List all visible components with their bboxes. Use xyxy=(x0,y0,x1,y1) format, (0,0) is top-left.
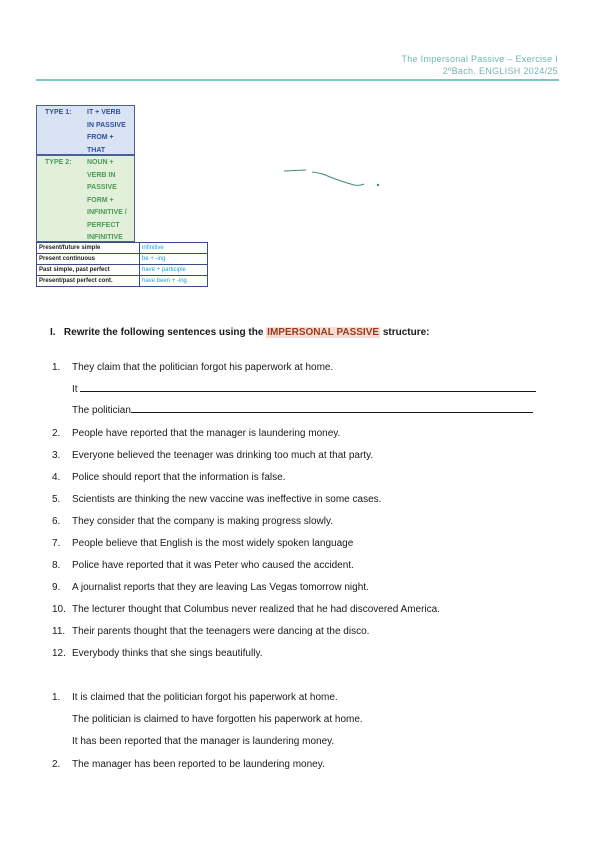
answer-blank-politician[interactable]: The politician xyxy=(72,405,533,416)
answer-item: It has been reported that the manager is laundering money. xyxy=(72,736,335,747)
list-item: 9. A journalist reports that they are leaving Las Vegas tomorrow night. xyxy=(52,582,369,593)
tense-cell: Present/past perfect cont. xyxy=(37,276,140,287)
type1-label: TYPE 1: xyxy=(45,109,72,116)
tense-cell: Present continuous xyxy=(37,254,140,265)
list-item: 7. People believe that English is the most widely spoken language xyxy=(52,538,354,549)
type1-box xyxy=(36,105,135,155)
tense-cell: Past simple, past perfect xyxy=(37,265,140,276)
type2-label: TYPE 2: xyxy=(45,159,72,166)
type1-description: IT + VERB IN PASSIVE FROM + THAT xyxy=(87,109,126,154)
form-cell: be + -ing xyxy=(140,254,208,265)
answer-item: 1. It is claimed that the politician forgot his paperwork at home. xyxy=(52,692,338,703)
list-item: 3. Everyone believed the teenager was drinking too much at that party. xyxy=(52,450,374,461)
tense-table xyxy=(36,242,208,287)
form-cell: infinitive xyxy=(140,243,208,254)
table-row xyxy=(37,243,208,254)
worksheet-title: The Impersonal Passive – Exercise I xyxy=(401,54,558,64)
header-divider xyxy=(36,79,559,81)
arrow-scribble-icon xyxy=(282,165,386,191)
form-cell: have + participle xyxy=(140,265,208,276)
list-item: 1. They claim that the politician forgot his paperwork at home. xyxy=(52,362,334,373)
answer-item: 2. The manager has been reported to be laundering money. xyxy=(52,759,325,770)
type2-box xyxy=(36,155,135,242)
list-item: 5. Scientists are thinking the new vaccine was ineffective in some cases. xyxy=(52,494,382,505)
answer-item: The politician is claimed to have forgotten his paperwork at home. xyxy=(72,714,363,725)
list-item: 12. Everybody thinks that she sings beautifully. xyxy=(52,648,263,659)
table-row xyxy=(37,254,208,265)
list-item: 2. People have reported that the manager is laundering money. xyxy=(52,428,341,439)
type2-description: NOUN + VERB IN PASSIVE FORM + INFINITIVE / PERFECT INFINITIVE xyxy=(87,159,127,241)
list-item: 11. Their parents thought that the teenagers were dancing at the disco. xyxy=(52,626,370,637)
form-cell: have been + -ing xyxy=(140,276,208,287)
highlight-term: IMPERSONAL PASSIVE xyxy=(267,327,380,338)
tense-cell: Present/future simple xyxy=(37,243,140,254)
list-item: 6. They consider that the company is making progress slowly. xyxy=(52,516,334,527)
course-label: 2ºBach. ENGLISH 2024/25 xyxy=(442,66,558,76)
list-item: 4. Police should report that the information is false. xyxy=(52,472,286,483)
list-item: 10. The lecturer thought that Columbus never realized that he had discovered America. xyxy=(52,604,440,615)
list-item: 8. Police have reported that it was Peter who caused the accident. xyxy=(52,560,354,571)
answer-blank-it[interactable]: It xyxy=(72,384,536,395)
exercise-instruction: I. Rewrite the following sentences using the IMPERSONAL PASSIVE structure: xyxy=(50,327,430,338)
table-row xyxy=(37,265,208,276)
table-row xyxy=(37,276,208,287)
